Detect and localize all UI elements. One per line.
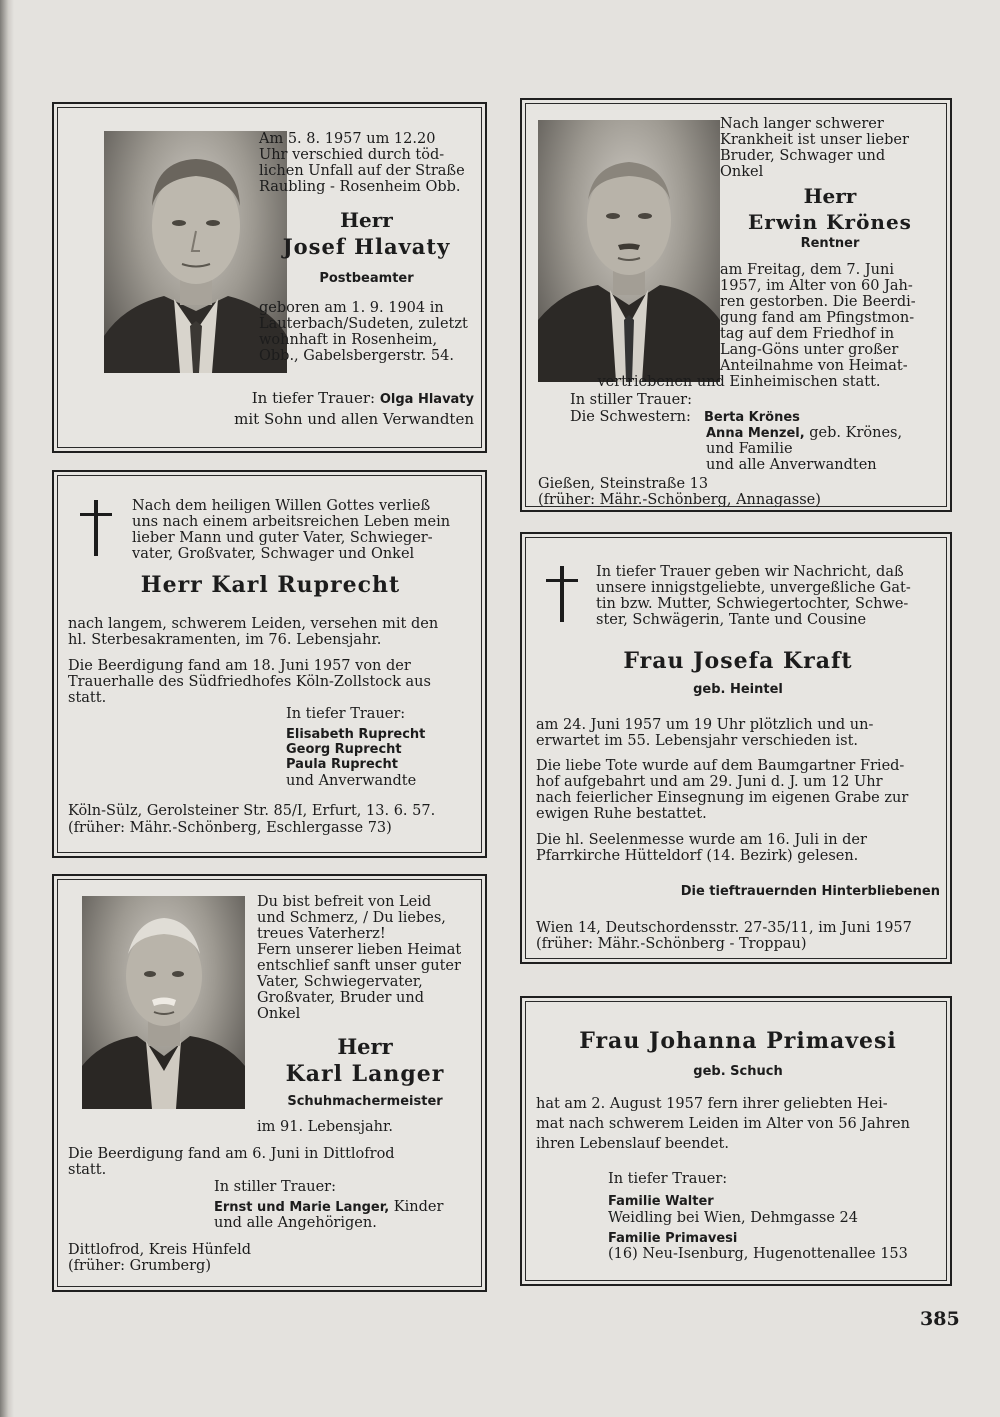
obituary-primavesi	[520, 996, 952, 1286]
family-line: und alle Angehörigen.	[214, 1215, 377, 1231]
paragraph-line: nach feierlicher Einsegnung im eigenen Grabe zur	[536, 790, 909, 806]
mourning-label: In tiefer Trauer:	[286, 706, 406, 722]
paragraph-line: nach langem, schwerem Leiden, versehen mit den	[68, 616, 439, 632]
family-line: und Anverwandte	[286, 773, 417, 789]
mourner-name: Olga Hlavaty	[379, 392, 474, 407]
intro-line: tin bzw. Mutter, Schwiegertochter, Schwe-	[596, 596, 909, 612]
obituary-kraft	[520, 532, 952, 964]
maiden-name: geb. Heintel	[693, 682, 783, 697]
paragraph-line: am 24. Juni 1957 um 19 Uhr plötzlich und un-	[536, 717, 874, 733]
family-name: Familie Primavesi	[608, 1231, 738, 1246]
address-line: Köln-Sülz, Gerolsteiner Str. 85/I, Erfurt, 13. 6. 57.	[68, 803, 436, 819]
deceased-name: Karl Langer	[285, 1061, 445, 1087]
mourner-name: Elisabeth Ruprecht	[286, 727, 426, 742]
honorific: Herr	[803, 184, 857, 208]
intro-line: unsere innigstgeliebte, unvergeßliche Gat-	[596, 580, 911, 596]
paragraph-line: Die liebe Tote wurde auf dem Baumgartner Fried-	[536, 758, 905, 774]
intro-line: Du bist befreit von Leid	[257, 894, 432, 910]
details-line: Lang-Göns unter großer	[720, 342, 899, 358]
paragraph-line: hl. Sterbesakramenten, im 76. Lebensjahr.	[68, 632, 382, 648]
mourning-label: In tiefer Trauer:	[251, 389, 376, 407]
details-text	[259, 300, 474, 364]
mourner-relation: Kinder	[393, 1199, 444, 1215]
address-line: Wien 14, Deutschordensstr. 27-35/11, im Juni 1957	[536, 920, 912, 936]
intro-line: lieber Mann und guter Vater, Schwieger-	[132, 530, 433, 546]
intro-line: ster, Schwägerin, Tante und Cousine	[596, 612, 867, 628]
intro-text	[596, 564, 940, 628]
details-line: wohnhaft in Rosenheim,	[259, 332, 438, 348]
paragraph-line: Die Beerdigung fand am 6. Juni in Dittlofrod	[68, 1146, 395, 1162]
mourning-label: In stiller Trauer:	[570, 392, 692, 408]
paragraph-line: Die hl. Seelenmesse wurde am 16. Juli in der	[536, 832, 867, 848]
paragraph-2	[536, 758, 940, 822]
mourning-label: In tiefer Trauer:	[608, 1171, 728, 1187]
paragraph-line: ewigen Ruhe bestattet.	[536, 806, 707, 822]
details-line: Obb., Gabelsbergerstr. 54.	[259, 348, 454, 364]
address-line: Gießen, Steinstraße 13	[538, 476, 709, 492]
mourner-name: Georg Ruprecht	[286, 742, 402, 757]
paragraph-line: hof aufgebahrt und am 29. Juni d. J. um 12 Uhr	[536, 774, 883, 790]
page-number: 385	[920, 1308, 960, 1330]
address-line: (früher: Mähr.-Schönberg, Annagasse)	[538, 492, 821, 508]
intro-line: entschlief sanft unser guter	[257, 958, 461, 974]
details-line: am Freitag, dem 7. Juni	[720, 262, 894, 278]
intro-line: Krankheit ist unser lieber	[720, 132, 909, 148]
deceased-name: Frau Josefa Kraft	[623, 648, 853, 674]
address-line: (früher: Mähr.-Schönberg, Eschlergasse 73)	[68, 820, 392, 836]
mourner-name: Ernst und Marie Langer,	[214, 1200, 390, 1215]
paragraph-line: Pfarrkirche Hütteldorf (14. Bezirk) gelesen.	[536, 848, 859, 864]
paragraph-line: mat nach schwerem Leiden im Alter von 56 Jahren	[536, 1116, 910, 1132]
paragraph-line: ihren Lebenslauf beendet.	[536, 1136, 729, 1152]
intro-text	[132, 498, 474, 562]
intro-text	[257, 894, 473, 1022]
details-line: 1957, im Alter von 60 Jah-	[720, 278, 913, 294]
intro-line: Raubling - Rosenheim Obb.	[259, 179, 461, 195]
obituary-kroenes	[520, 98, 952, 512]
details-text	[720, 262, 940, 374]
maiden-name: geb. Schuch	[693, 1064, 783, 1079]
paragraph-line: Trauerhalle des Südfriedhofes Köln-Zollstock aus	[68, 674, 431, 690]
occupation: Postbeamter	[319, 271, 414, 286]
paragraph-line: statt.	[68, 1162, 107, 1178]
intro-line: In tiefer Trauer geben wir Nachricht, daß	[596, 564, 904, 580]
family-address: (16) Neu-Isenburg, Hugenottenallee 153	[608, 1246, 908, 1262]
intro-line: und Schmerz, / Du liebes,	[257, 910, 446, 926]
obituary-hlavaty	[52, 102, 487, 453]
latin-cross-icon	[546, 566, 578, 622]
honorific: Herr	[337, 1034, 393, 1059]
intro-line: Onkel	[257, 1006, 301, 1022]
intro-text	[259, 131, 474, 195]
family-address: Weidling bei Wien, Dehmgasse 24	[608, 1210, 859, 1226]
intro-line: Onkel	[720, 164, 764, 180]
paragraph-2	[68, 1146, 473, 1178]
intro-line: Fern unserer lieben Heimat	[257, 942, 462, 958]
book-spine-shadow	[0, 0, 14, 1417]
mourner-name: Paula Ruprecht	[286, 757, 398, 772]
obituary-langer	[52, 874, 487, 1292]
intro-line: vater, Großvater, Schwager und Onkel	[132, 546, 415, 562]
occupation: Rentner	[800, 236, 860, 251]
intro-line: Nach langer schwerer	[720, 116, 884, 132]
details-line: gung fand am Pfingstmon-	[720, 310, 915, 326]
details-line: geboren am 1. 9. 1904 in	[259, 300, 444, 316]
address-line: (früher: Mähr.-Schönberg - Troppau)	[536, 936, 807, 952]
family-line: und alle Anverwandten	[706, 457, 877, 473]
deceased-name: Erwin Krönes	[748, 210, 912, 234]
mourner-line	[214, 1199, 443, 1216]
family-name: Familie Walter	[608, 1194, 714, 1209]
intro-line: Großvater, Bruder und	[257, 990, 425, 1006]
deceased-name: Josef Hlavaty	[282, 234, 451, 259]
paragraph-1	[68, 616, 473, 648]
details-last-line: vertriebenen und Einheimischen statt.	[597, 374, 881, 390]
paragraph-1	[536, 717, 940, 749]
paragraph-3	[536, 832, 940, 864]
address-line: Dittlofrod, Kreis Hünfeld	[68, 1242, 252, 1258]
deceased-name: Frau Johanna Primavesi	[579, 1028, 897, 1054]
portrait-photo-kroenes	[538, 120, 720, 382]
intro-line: treues Vaterherz!	[257, 926, 386, 942]
intro-line: Uhr verschied durch töd-	[259, 147, 445, 163]
mourner-note: geb. Krönes,	[809, 425, 903, 441]
paragraph-line: erwartet im 55. Lebensjahr verschieden ist.	[536, 733, 859, 749]
deceased-name: Herr Karl Ruprecht	[140, 572, 401, 598]
paragraph-line: hat am 2. August 1957 fern ihrer geliebten Hei-	[536, 1096, 888, 1112]
intro-line: Bruder, Schwager und	[720, 148, 886, 164]
mourner-name: Anna Menzel,	[706, 426, 805, 441]
intro-line: Nach dem heiligen Willen Gottes verließ	[132, 498, 431, 514]
intro-line: Am 5. 8. 1957 um 12.20	[259, 131, 436, 147]
intro-line: uns nach einem arbeitsreichen Leben mein	[132, 514, 451, 530]
obituary-ruprecht	[52, 470, 487, 858]
age-line: im 91. Lebensjahr.	[257, 1119, 393, 1135]
portrait-photo-langer	[82, 896, 245, 1109]
paragraph-line: statt.	[68, 690, 107, 706]
honorific: Herr	[340, 208, 393, 232]
paragraph-2	[68, 658, 473, 706]
latin-cross-icon	[80, 500, 112, 556]
mourner-line	[706, 425, 902, 442]
mourner-name: Berta Krönes	[704, 410, 800, 425]
details-line: Lauterbach/Sudeten, zuletzt	[259, 316, 468, 332]
details-line: Anteilnahme von Heimat-	[720, 358, 908, 374]
details-line: ren gestorben. Die Beerdi-	[720, 294, 916, 310]
mourning-label: In stiller Trauer:	[214, 1179, 336, 1195]
address-line: (früher: Grumberg)	[68, 1258, 211, 1274]
occupation: Schuhmachermeister	[287, 1094, 443, 1109]
mourning-line	[214, 390, 474, 408]
intro-text	[720, 116, 940, 180]
family-line: mit Sohn und allen Verwandten	[234, 410, 474, 428]
intro-line: lichen Unfall auf der Straße	[259, 163, 465, 179]
family-line: und Familie	[706, 441, 793, 457]
sisters-label: Die Schwestern:	[570, 409, 691, 425]
signature: Die tieftrauernden Hinterbliebenen	[680, 884, 940, 899]
paragraph-1	[536, 1094, 940, 1154]
paragraph-line: Die Beerdigung fand am 18. Juni 1957 von der	[68, 658, 411, 674]
intro-line: Vater, Schwiegervater,	[257, 974, 423, 990]
details-line: tag auf dem Friedhof in	[720, 326, 895, 342]
